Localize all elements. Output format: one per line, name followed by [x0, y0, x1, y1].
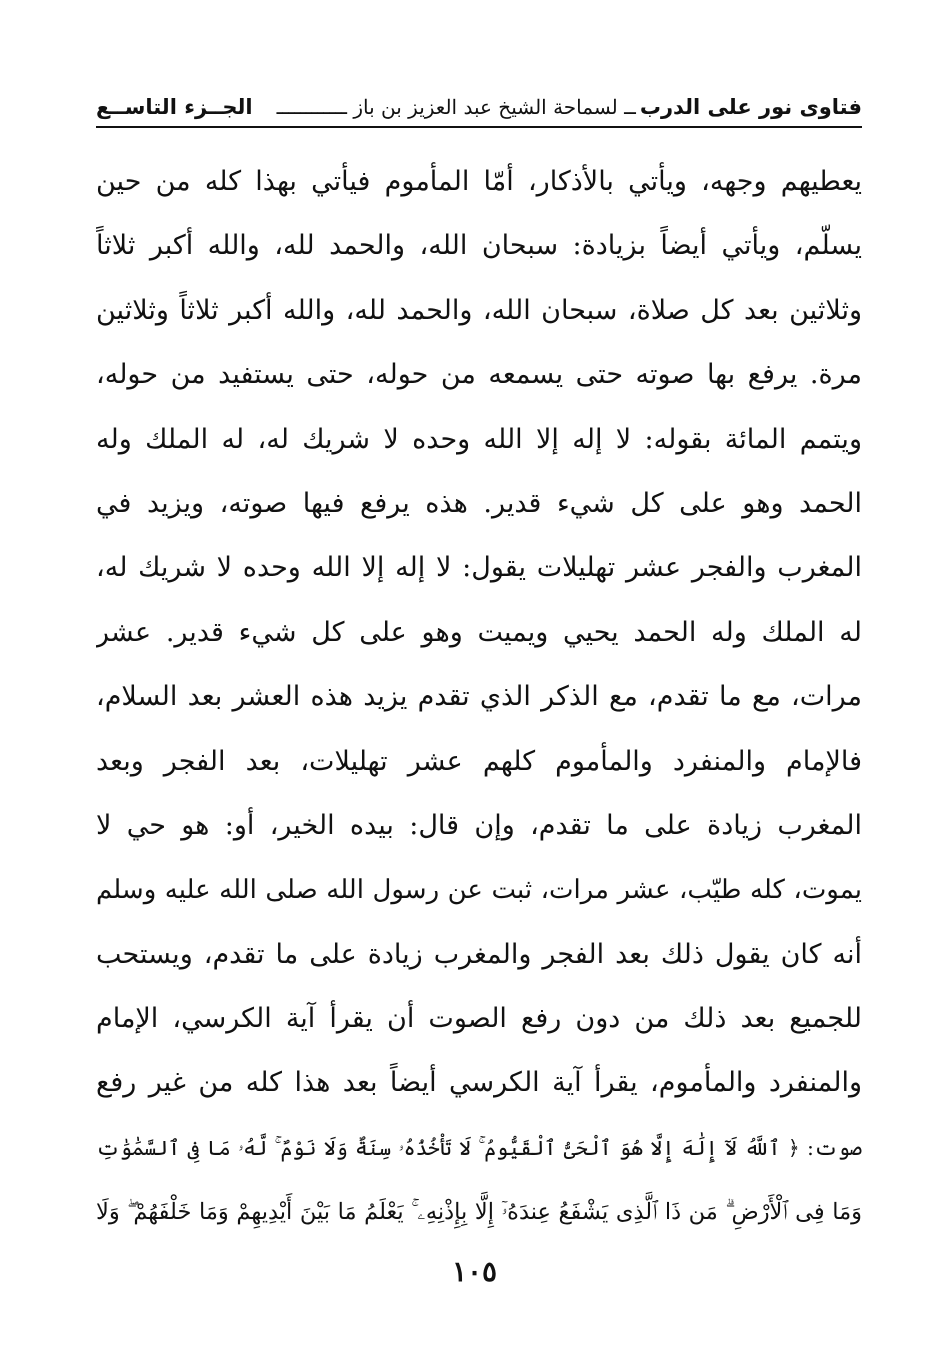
text-line: يعطيهم وجهه، ويأتي بالأذكار، أمّا المأموم فيأتي بهذا كله من حين [96, 166, 862, 197]
text-line: فالإمام والمنفرد والمأموم كلهم عشر تهليلات، بعد الفجر وبعد [96, 745, 862, 777]
volume-label: الجــزء التاســع [96, 95, 253, 119]
text-line: المغرب زيادة على ما تقدم، وإن قال: بيده الخير، أو: هو حي لا [96, 809, 862, 841]
text-line: يسلّم، ويأتي أيضاً بزيادة: سبحان الله، والحمد لله، والله أكبر ثلاثاً [96, 230, 862, 262]
text-line: المغرب والفجر عشر تهليلات يقول: لا إله إلا الله وحده لا شريك له، [96, 552, 862, 584]
text-line: أنه كان يقول ذلك بعد الفجر والمغرب زيادة على ما تقدم، ويستحب [96, 938, 862, 970]
text-line: يموت، كله طيّب، عشر مرات، ثبت عن رسول الله صلى الله عليه وسلم [96, 875, 862, 906]
author-line: ــ لسماحة الشيخ عبد العزيز بن باز ــــــــــــ [276, 95, 636, 119]
text-line: مرة. يرفع بها صوته حتى يسمعه من حوله، حتى يستفيد من حوله، [96, 359, 862, 391]
text-line: ويتمم المائة بقوله: لا إله إلا الله وحده لا شريك له، له الملك وله [96, 423, 862, 455]
header-title-group [277, 95, 862, 119]
quran-verse-line: صوت: ﴿ ٱللَّهُ لَآ إِلَٰهَ إِلَّا هُوَ ٱلْحَىُّ ٱلْقَيُّومُ ۚ لَا تَأْخُذُهُۥ سِنَةٌ وَلَا نَوْمٌ ۚ لَّهُۥ مَا فِى ٱلسَّمَٰوَٰتِ [96, 1135, 862, 1160]
text-line: الحمد وهو على كل شيء قدير. هذه يرفع فيها صوته، ويزيد في [96, 487, 862, 519]
body-text [96, 150, 862, 1245]
text-line: والمنفرد والمأموم، يقرأ آية الكرسي أيضاً بعد هذا كله من غير رفع [96, 1067, 862, 1099]
quran-verse-line: وَمَا فِى ٱلْأَرْضِ ۗ مَن ذَا ٱلَّذِى يَشْفَعُ عِندَهُۥٓ إِلَّا بِإِذْنِهِۦ ۚ يَعْلَمُ مَا بَيْنَ أَيْدِيهِمْ وَمَا خَلْفَهُمْ ۖ وَلَا [96, 1199, 862, 1226]
text-line: للجميع بعد ذلك من دون رفع الصوت أن يقرأ آية الكرسي، الإمام [96, 1003, 862, 1035]
series-title: فتاوى نور على الدرب [639, 95, 862, 119]
page-number: ١٠٥ [451, 1255, 498, 1288]
text-line: مرات، مع ما تقدم، مع الذكر الذي تقدم يزيد هذه العشر بعد السلام، [96, 681, 862, 713]
text-line: له الملك وله الحمد يحيي ويميت وهو على كل شيء قدير. عشر [96, 616, 862, 648]
running-header [96, 88, 862, 128]
text-line: وثلاثين بعد كل صلاة، سبحان الله، والحمد لله، والله أكبر ثلاثاً وثلاثين [96, 294, 862, 326]
